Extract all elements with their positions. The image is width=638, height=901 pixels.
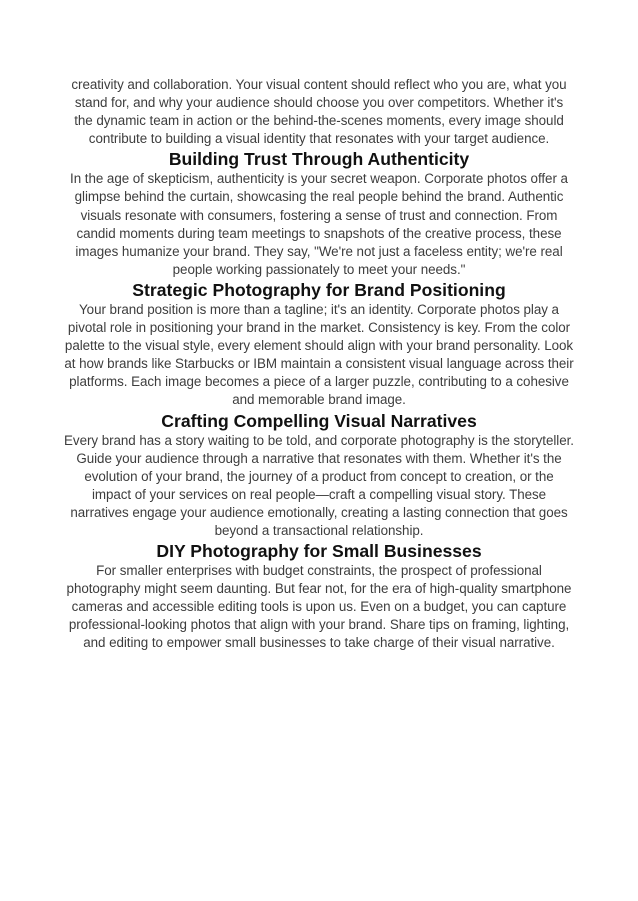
intro-paragraph: creativity and collaboration. Your visual content should reflect who you are, what you stand for, and why your audience should choose you over competitors. Whether it's the dynamic team in action or the behind-the-scenes moments, every image should contribute to building a visual identity that resonates with your target audience. xyxy=(71,77,567,147)
section-heading-authenticity: Building Trust Through Authenticity xyxy=(168,149,470,170)
section-body-authenticity: In the age of skepticism, authenticity is your secret weapon. Corporate photos offer a glimpse behind the curtain, showcasing the real people behind the brand. Authentic visuals resonate with consumers, fostering a sense of trust and connection. From candid moments during team meetings to snapshots of the creative process, these images humanize your brand. They say, "We're not just a faceless entity; we're real people working passionately to meet your needs." xyxy=(70,171,568,277)
section-heading-diy-photography: DIY Photography for Small Businesses xyxy=(156,541,482,562)
section-body-visual-narratives: Every brand has a story waiting to be told, and corporate photography is the storyteller. Guide your audience through a narrative that resonates with them. Whether it's the evolution of your brand, the journey of a product from concept to creation, or the impact of your services on real people—craft a compelling visual story. These narratives engage your audience emotionally, creating a lasting connection that goes beyond a transactional relationship. xyxy=(64,432,574,538)
section-heading-visual-narratives: Crafting Compelling Visual Narratives xyxy=(161,410,477,431)
section-body-diy-photography: For smaller enterprises with budget constraints, the prospect of professional photography might seem daunting. But fear not, for the era of high-quality smartphone cameras and accessible editing tools is upon us. Even on a budget, you can capture professional-looking photos that align with your brand. Share tips on framing, lighting, and editing to empower small businesses to take charge of their visual narrative. xyxy=(66,563,572,651)
section-heading-brand-positioning: Strategic Photography for Brand Positioning xyxy=(132,279,506,300)
document-body xyxy=(64,76,574,653)
section-body-brand-positioning: Your brand position is more than a tagline; it's an identity. Corporate photos play a pivotal role in positioning your brand in the market. Consistency is key. From the color palette to the visual style, every element should align with your brand personality. Look at how brands like Starbucks or IBM maintain a consistent visual language across their platforms. Each image becomes a piece of a larger puzzle, contributing to a cohesive and memorable brand image. xyxy=(64,301,574,408)
